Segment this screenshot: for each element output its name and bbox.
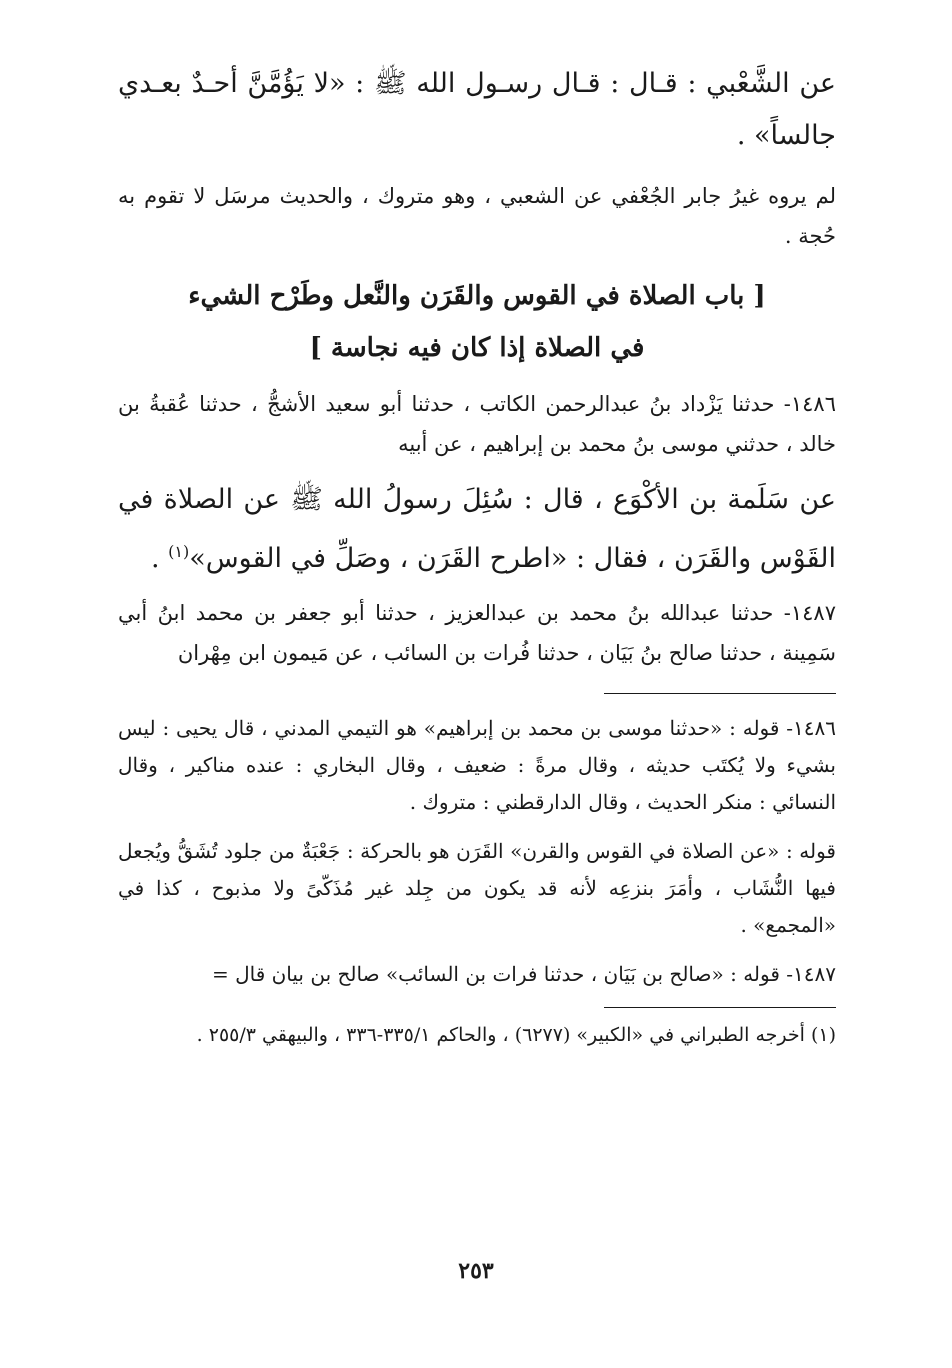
document-page	[118, 58, 836, 1052]
hadith-1486-isnad: ١٤٨٦- حدثنا يَزْداد بنُ عبدالرحمن الكاتب ، حدثنا أبو سعيد الأشجُّ ، حدثنا عُقبةُ بن خالد ، حدثني موسى بنُ محمد بن إبراهيم ، عن أبيه	[118, 392, 836, 456]
footnote-1: (١) أخرجه الطبراني في «الكبير» (٦٢٧٧) ، والحاكم ٣٣٥/١-٣٣٦ ، والبيهقي ٢٥٥/٣ .	[196, 1024, 836, 1046]
hadith-1486-matn	[118, 474, 836, 585]
note-qawl-qaws: قوله : «عن الصلاة في القوس والقرن» القَرَن هو بالحركة : جَعْبَةٌ من جلود تُشَقُّ ويُجعل فيها النُّشَاب ، وأمَرَ بنزعِه لأنه قد يكون من جِلد غير مُذَكّىً ولا مذبوح ، كذا في «المجمع» .	[118, 839, 836, 937]
footnote-reference: (١)	[168, 542, 190, 561]
commentary-jabir: لم يروه غيرُ جابر الجُعْفي عن الشعبي ، وهو متروك ، والحديث مرسَل لا تقوم به حُجة .	[118, 184, 836, 248]
hadith-text-shabi: عن الشَّعْبي : قـال : قـال رسـول الله ﷺ : «لا يَؤُمَّنَّ أحـدٌ بعـدي جالساً» .	[118, 68, 836, 151]
chapter-heading-line2: في الصلاة إذا كان فيه نجاسة ]	[309, 333, 645, 363]
chapter-heading-line1: [ باب الصلاة في القوس والقَرَن والنَّعل وطَرْح الشيء	[188, 281, 766, 311]
note-1486: ١٤٨٦- قوله : «حدثنا موسى بن محمد بن إبراهيم» هو التيمي المدني ، قال يحيى : ليس بشيء ولا يُكتَب حديثه ، وقال مرةً : ضعيف ، وقال البخاري : عنده مناكير ، وقال النسائي : منكر الحديث ، وقال الدارقطني : متروك .	[118, 716, 836, 814]
chapter-heading	[118, 270, 836, 374]
hadith-1486-matn-end: .	[150, 543, 169, 574]
notes-separator-wrap	[118, 693, 836, 694]
note-1487: ١٤٨٧- قوله : «صالح بن بَيَان ، حدثنا فرات بن السائب» صالح بن بيان قال =	[211, 962, 836, 986]
notes-separator	[604, 693, 836, 694]
footnote-separator	[604, 1007, 836, 1008]
footnote-separator-wrap	[118, 1007, 836, 1008]
hadith-1486-matn-text: عن سَلَمة بن الأكْوَع ، قال : سُئِلَ رسولُ الله ﷺ عن الصلاة في القَوْس والقَرَن ، فقال : «اطرح القَرَن ، وصَلِّ في القوس»	[118, 484, 836, 574]
page-number: ٢٥٣	[458, 1258, 494, 1284]
hadith-1487-isnad: ١٤٨٧- حدثنا عبدالله بنُ محمد بن عبدالعزيز ، حدثنا أبو جعفر بن محمد ابنُ أبي سَمِينة ، حدثنا صالح بنُ بَيَان ، حدثنا فُرات بن السائب ، عن مَيمون ابن مِهْران	[118, 601, 836, 665]
